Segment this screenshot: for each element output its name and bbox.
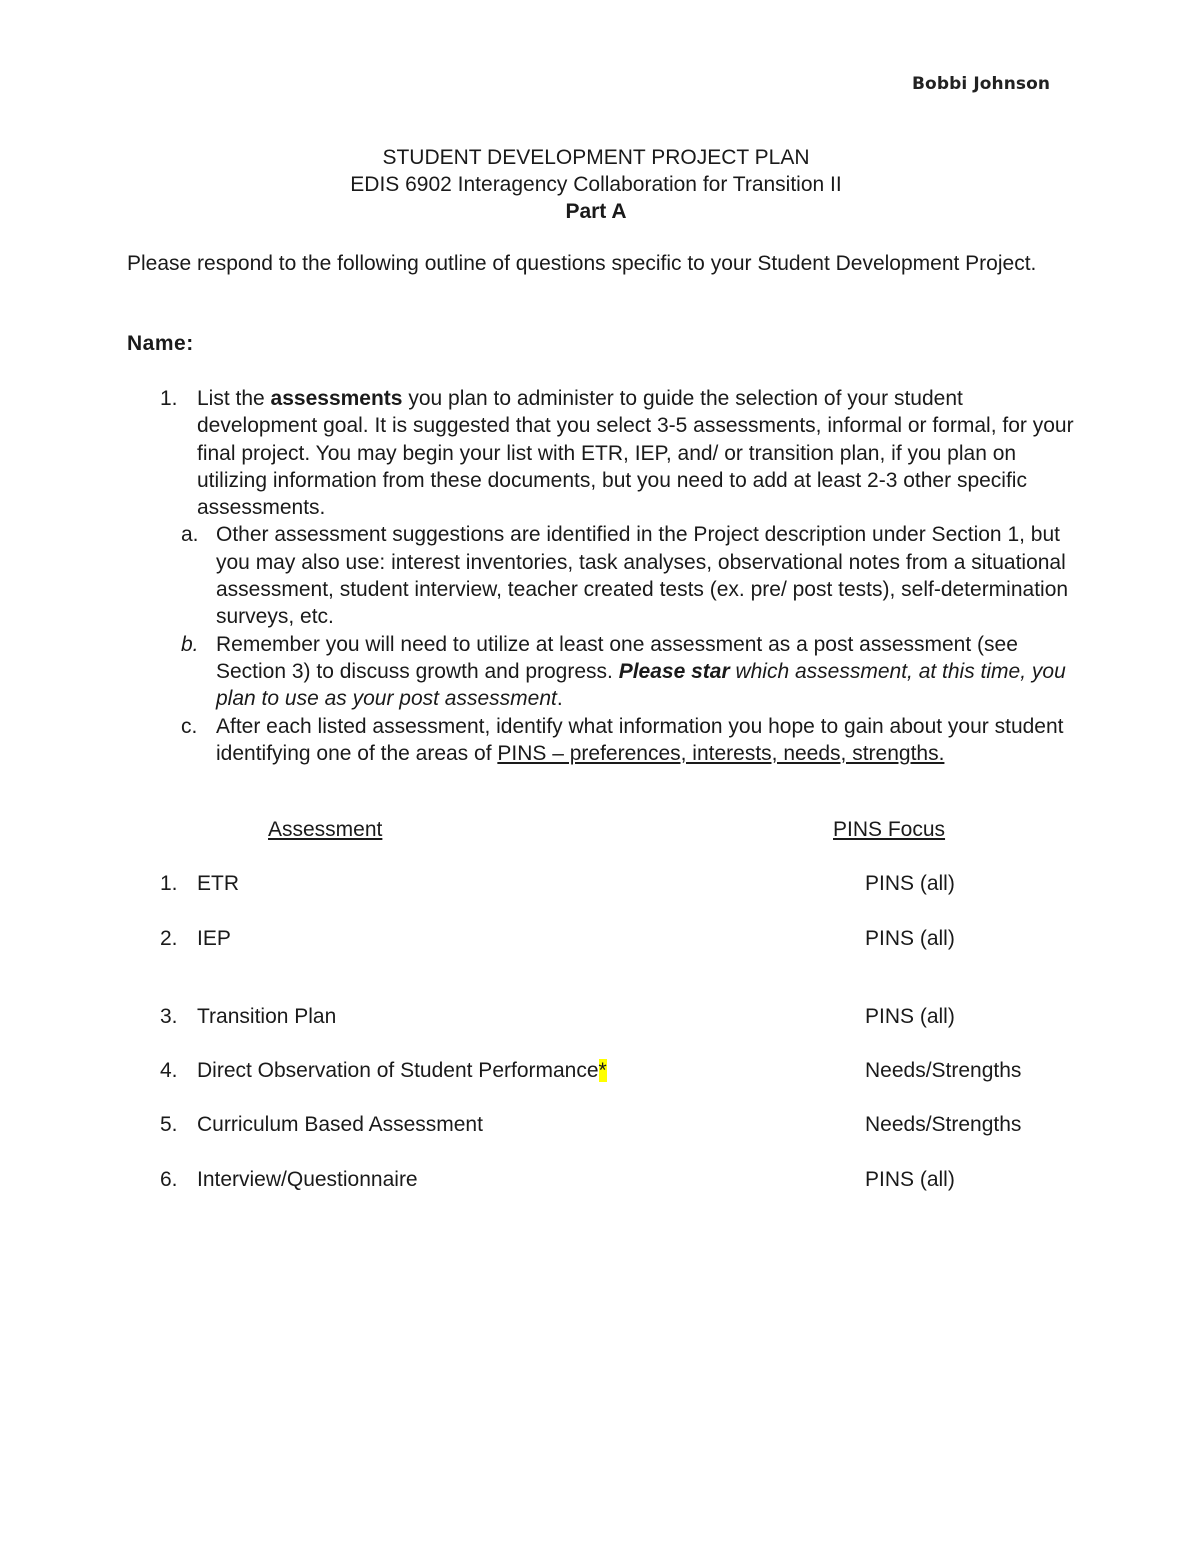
question-1-text-bold: assessments	[270, 387, 403, 410]
row-assessment-text: Interview/Questionnaire	[197, 1168, 418, 1191]
name-label: Name:	[127, 332, 194, 355]
row-assessment-text: IEP	[197, 927, 231, 950]
sub-b-letter: b.	[181, 632, 199, 656]
row-assessment	[197, 872, 239, 896]
row-assessment-text: Curriculum Based Assessment	[197, 1113, 483, 1136]
question-1	[160, 385, 1080, 767]
sub-b-text-bold-italic: Please star	[618, 659, 730, 683]
document-title: STUDENT DEVELOPMENT PROJECT PLAN	[382, 146, 810, 169]
author-name: Bobbi Johnson	[912, 74, 1051, 94]
row-assessment	[197, 1168, 418, 1192]
question-1-sub-c	[181, 713, 1076, 768]
table-row	[160, 1059, 1060, 1087]
sub-b-text-italic: which assessment, at this time, you plan to use as your post assessment	[216, 659, 1066, 711]
column-header-assessment: Assessment	[268, 818, 383, 841]
question-1-text-after: you plan to administer to guide the selection of your student development goal. It is suggested that you select 3-5 assessments, informal or formal, for your final project. You may begin your list with ETR, IEP, and/ or transition plan, if you plan on utilizing information from these documents, but you need to add at least 2-3 other specific assessments.	[197, 387, 1074, 520]
table-row	[160, 1113, 1060, 1141]
question-1-body	[197, 385, 1080, 521]
row-assessment	[197, 1005, 336, 1029]
document-header	[0, 144, 1192, 225]
row-assessment-text: Direct Observation of Student Performance	[197, 1059, 599, 1082]
question-1-sub-a	[181, 521, 1076, 630]
row-focus: Needs/Strengths	[865, 1059, 1022, 1082]
row-focus: PINS (all)	[865, 1005, 955, 1028]
row-focus: Needs/Strengths	[865, 1113, 1022, 1136]
part-label: Part A	[565, 200, 627, 223]
row-assessment	[197, 1059, 607, 1083]
row-number: 1.	[160, 872, 178, 895]
question-1-text-before: List the	[197, 387, 271, 410]
table-row	[160, 927, 1060, 955]
intro-paragraph: Please respond to the following outline of questions specific to your Student Development Project.	[127, 252, 1037, 275]
sub-b-text-before: Remember you will need to utilize at least one assessment as a post assessment (see Section 3) to discuss growth and progress.	[216, 632, 1018, 683]
course-title: EDIS 6902 Interagency Collaboration for Transition II	[350, 173, 842, 196]
sub-c-text-underline: PINS – preferences, interests, needs, strengths.	[497, 741, 945, 765]
sub-b-text-end: .	[556, 687, 563, 711]
row-focus: PINS (all)	[865, 1168, 955, 1191]
table-row	[160, 1168, 1060, 1196]
row-number: 4.	[160, 1059, 178, 1082]
row-number: 2.	[160, 927, 178, 950]
sub-a-text: Other assessment suggestions are identified in the Project description under Section 1, but you may also use: interest inventories, task analyses, observational notes from a situational assessment, student interview, teacher created tests (ex. pre/ post tests), self-determination surveys, etc.	[216, 523, 1069, 629]
row-focus: PINS (all)	[865, 927, 955, 950]
row-assessment-text: ETR	[197, 872, 239, 895]
table-row	[160, 1005, 1060, 1033]
row-focus: PINS (all)	[865, 872, 955, 895]
row-number: 6.	[160, 1168, 178, 1191]
row-assessment	[197, 927, 231, 951]
table-row	[160, 872, 1060, 900]
sub-c-text-before: After each listed assessment, identify what information you hope to gain about your student identifying one of the areas of	[216, 714, 1064, 765]
sub-a-letter: a.	[181, 523, 199, 547]
row-number: 3.	[160, 1005, 178, 1028]
row-assessment	[197, 1113, 483, 1137]
sub-c-letter: c.	[181, 714, 198, 738]
question-1-sub-b	[181, 631, 1076, 713]
column-header-pins-focus: PINS Focus	[833, 818, 946, 841]
post-assessment-star-marker: *	[598, 1059, 607, 1082]
row-assessment-text: Transition Plan	[197, 1005, 337, 1028]
row-number: 5.	[160, 1113, 178, 1136]
question-1-number: 1.	[160, 387, 178, 410]
